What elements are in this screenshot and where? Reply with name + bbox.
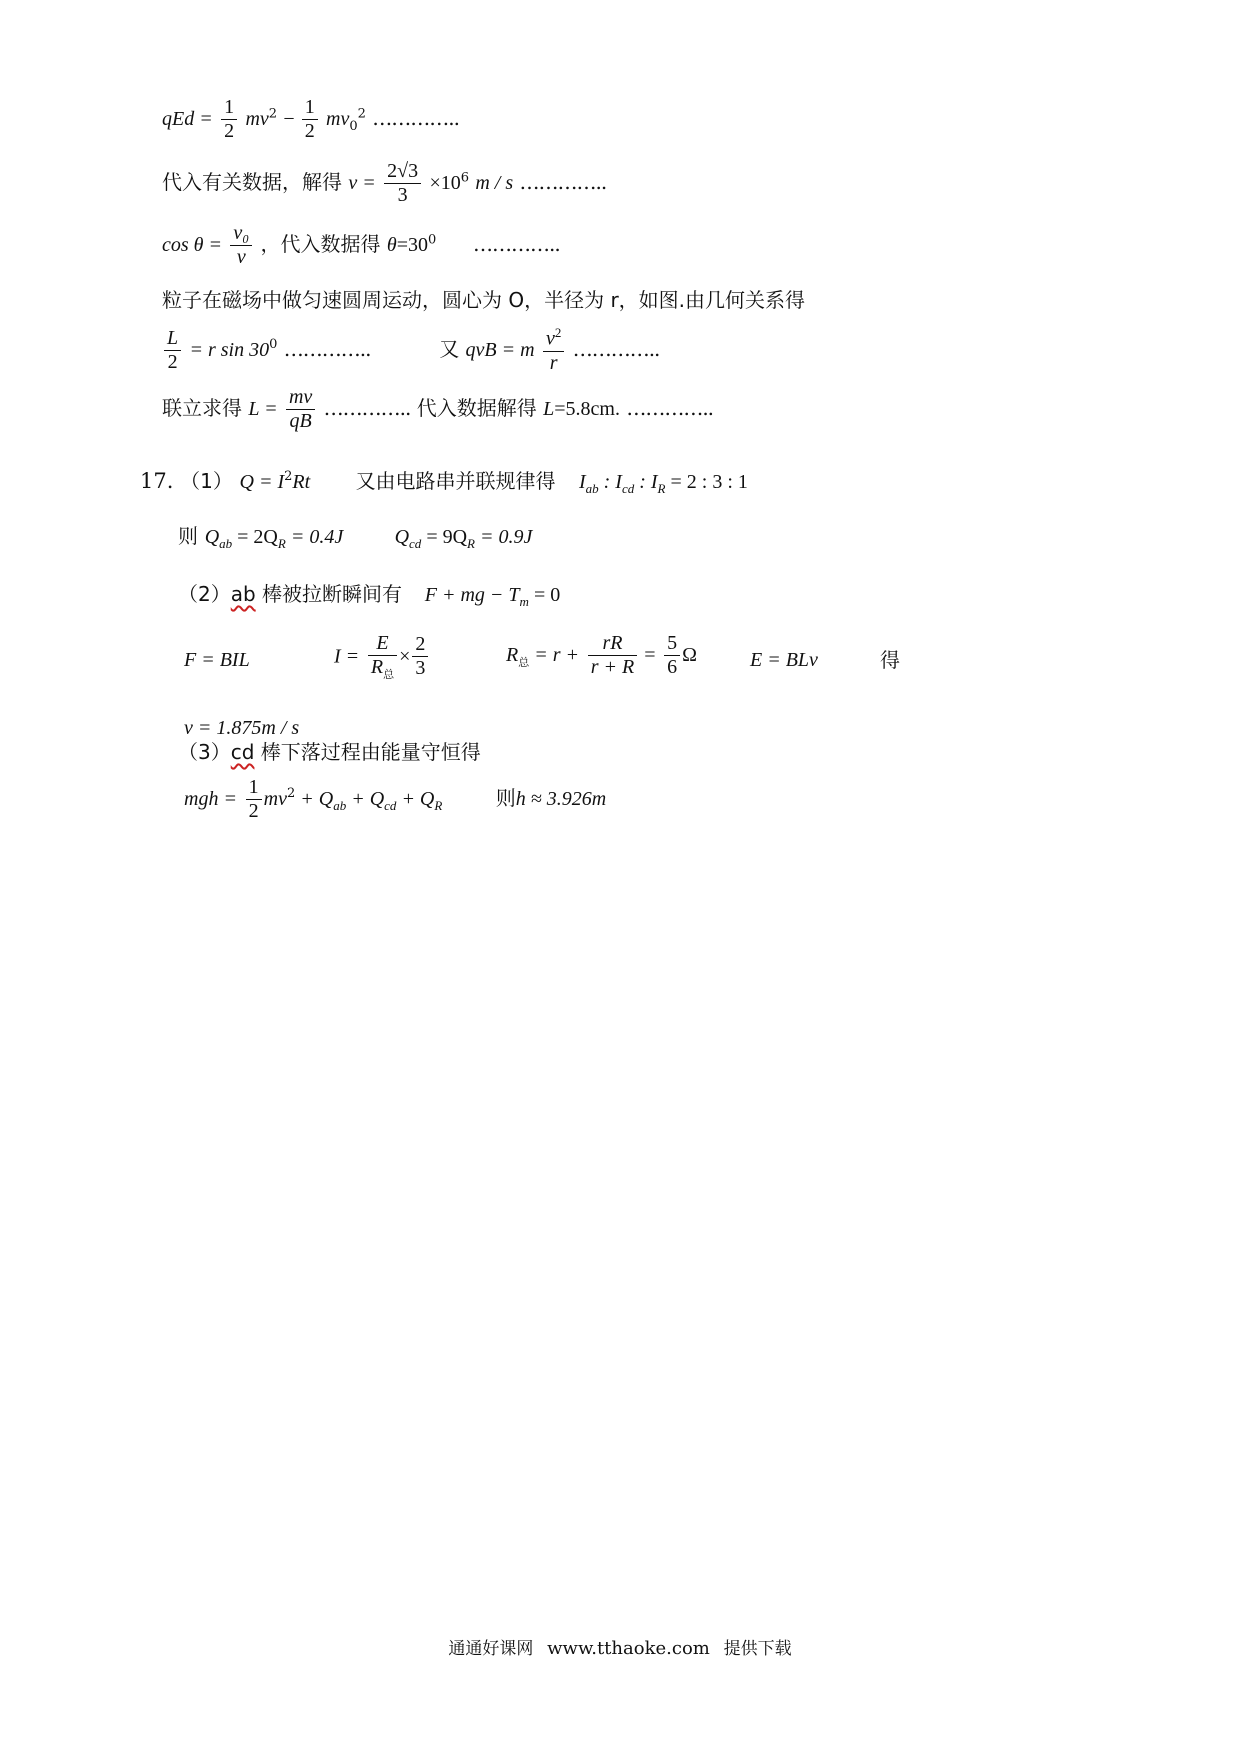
- total-resistance-expression: $R_总 = r$ + $\frac{rR}{r + R}$ = $\frac{5}{6}$ Ω: [506, 632, 698, 678]
- l-half-fraction: $\frac{L}{2}$: [164, 327, 181, 374]
- question-17-part-1: 17. （1） $Q = I^2Rt$ 又由电路串并联规律得 $I_{ab}$ : $I_{cd}$ : $I_R = 2$ : 3 : 1: [140, 469, 748, 497]
- half-fraction: $\frac{1}{2}$: [221, 96, 237, 143]
- footer-url[interactable]: www.tthaoke.com: [547, 1638, 710, 1659]
- result-fraction: $\frac{mv}{qB}$: [286, 386, 315, 433]
- parallel-fraction: $\frac{rR}{r + R}$: [588, 632, 638, 679]
- document-page: qEd = $\frac{1}{2}$ $mv^2$ − $\frac{1}{2}$ $mv_0^2$ ………….. 代入有关数据，解得 v = $\frac{2√3}{3}$ $\times 10^6$ m / s ………….. cos θ = $\frac{\text{v₀}}{v}$ ，代入数据得 $\theta=30^0$ ………….. 粒子在磁场中做匀速圆周运动，圆心为 O，半径为 r，如图.由几何关系得 $\frac{L}{2}$ = r $\sin 30^0$ ………….. 又 qvB = m $\frac{v^2}{r}$ ………….. 联立求得 L = $\frac{mv}{qB}$ ………….. 代入数据解得 L=5.8cm. ………….. 17. （1） $Q = I^2Rt$ 又由电路串并联规律得 $I_{ab}$ : $I_{cd}$ : $I_R = 2$ : 3 : 1 则 $Q_{ab} = 2Q_R = 0.4J$ $Q_{cd} = 9Q_R = 0.9J$ （2）ab 棒被拉断瞬间有 F + mg − $T_m = 0$ F = BIL I = $\frac{E}{R_总}$ × $\frac{2}{3}$ $R_总 = r$ + $\frac{rR}{r + R}$ = $\frac{5}{6}$ Ω E = BLv 得 v = 1.875m / s （3）cd 棒下落过程由能量守恒得 mgh = $\frac{1}{2}$ $mv^2 + Q_{ab} + Q_{cd} + Q_R$ 则h ≈ 3.926m 通通好课网 www.tthaoke.com 提供下载: [0, 0, 1240, 1754]
- question-17-part-2: （2）ab 棒被拉断瞬间有 F + mg − $T_m = 0$: [178, 582, 561, 609]
- footer-site-name: 通通好课网: [448, 1639, 534, 1659]
- footer-download: 提供下载: [723, 1639, 792, 1659]
- result-line: 联立求得 L = $\frac{mv}{qB}$ ………….. 代入数据解得 L=5.8cm. …………..: [162, 386, 714, 432]
- five-sixths-fraction: $\frac{5}{6}$: [664, 632, 680, 679]
- two-thirds-fraction: $\frac{2}{3}$: [412, 633, 428, 680]
- energy-conservation-line: mgh = $\frac{1}{2}$ $mv^2 + Q_{ab} + Q_{cd} + Q_R$ 则h ≈ 3.926m: [184, 776, 607, 822]
- energy-lhs: qEd =: [162, 108, 213, 130]
- energy-equation: qEd = $\frac{1}{2}$ $mv^2$ − $\frac{1}{2}$ $mv_0^2$ …………..: [162, 96, 460, 142]
- velocity-result: v = 1.875m / s: [184, 717, 300, 739]
- current-fraction: $\frac{E}{R_总}$: [368, 632, 397, 682]
- footer: [0, 1634, 1240, 1659]
- circle-description: 粒子在磁场中做匀速圆周运动，圆心为 O，半径为 r，如图.由几何关系得: [162, 288, 806, 312]
- force-fraction: $\frac{v^2}{r}$: [543, 326, 564, 375]
- speed-fraction: $\frac{2√3}{3}$: [384, 160, 421, 207]
- angle-fraction: $\frac{\text{v₀}}{v}$: [230, 222, 252, 269]
- half-fraction-2: $\frac{1}{2}$: [302, 96, 318, 143]
- geometry-line: $\frac{L}{2}$ = r $\sin 30^0$ ………….. 又 qvB = m $\frac{v^2}{r}$ …………..: [162, 326, 659, 375]
- heat-line: 则 $Q_{ab} = 2Q_R = 0.4J$ $Q_{cd} = 9Q_R = 0.9J$: [178, 524, 533, 552]
- question-17-part-3: （3）cd 棒下落过程由能量守恒得: [178, 740, 481, 764]
- speed-line: 代入有关数据，解得 v = $\frac{2√3}{3}$ $\times 10^6$ m / s …………..: [162, 160, 607, 206]
- current-expression: I = $\frac{E}{R_总}$ × $\frac{2}{3}$: [334, 632, 430, 682]
- energy-half-fraction: $\frac{1}{2}$: [246, 776, 262, 823]
- angle-line: cos θ = $\frac{\text{v₀}}{v}$ ，代入数据得 $\theta=30^0$ …………..: [162, 222, 560, 268]
